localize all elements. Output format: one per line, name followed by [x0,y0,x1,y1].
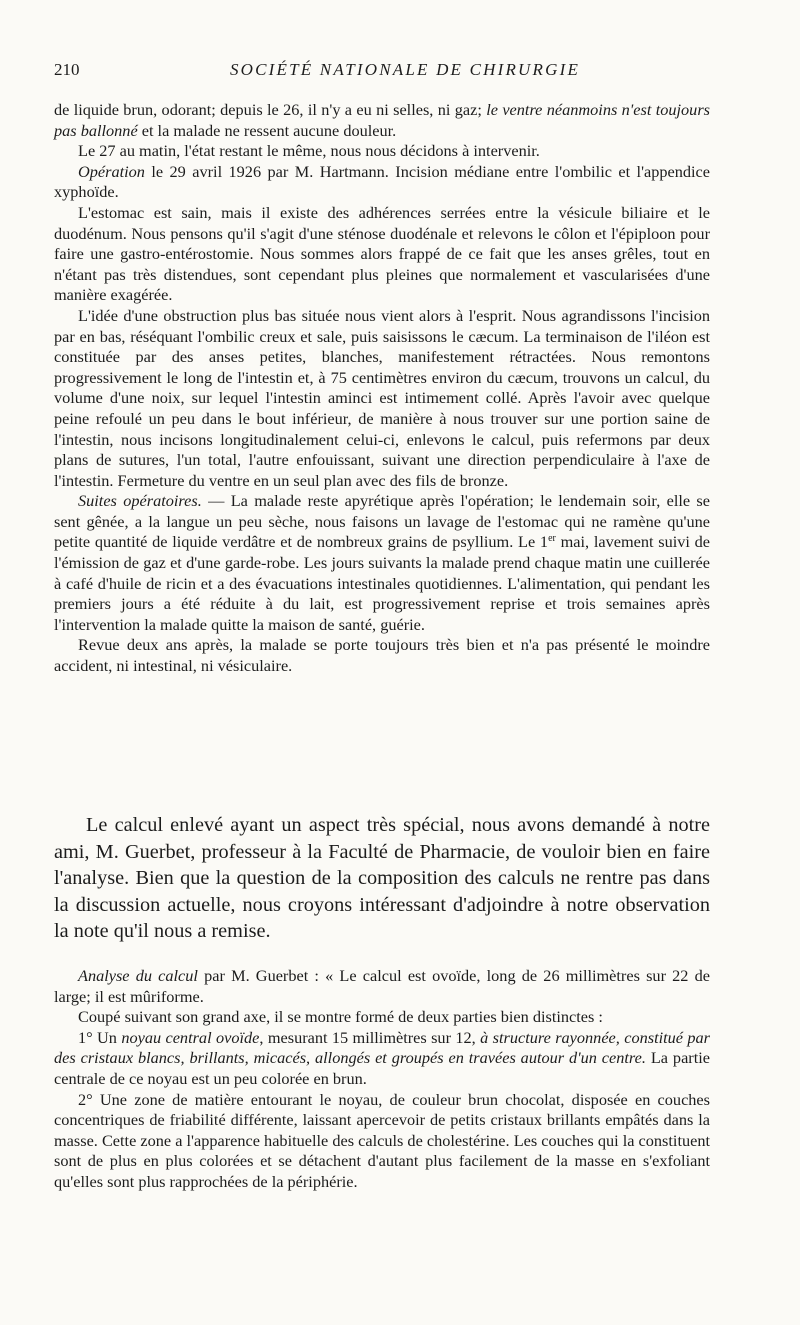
case-report-text [54,100,710,677]
analysis-introduction [54,812,710,945]
paragraph-symptoms: de liquide brun, odorant; depuis le 26, il n'y a eu ni selles, ni gaz; le ventre néanmoins n'est toujours pas ballonné et la malade ne ressent aucune douleur. [54,100,710,140]
paragraph-decision: Le 27 au matin, l'état restant le même, nous nous décidons à intervenir. [78,141,540,161]
paragraph-outer-zone: 2° Une zone de matière entourant le noyau, de couleur brun chocolat, disposée en couches concentriques de friabilité différente, laissant apercevoir de petits cristaux brillants empâtés dans la masse. Cette zone a l'apparence habituelle des calculs de cholestérine. Les couches qui la constituent sont de plus en plus colorées et se détachent d'autant plus facilement de la masse en s'exfoliant qu'elles sont plus rapprochées de la périphérie. [54,1089,710,1191]
paragraph-operation: Opération le 29 avril 1926 par M. Hartmann. Incision médiane entre l'ombilic et l'appendice xyphoïde. [54,161,710,202]
running-title: SOCIÉTÉ NATIONALE DE CHIRURGIE [229,60,581,79]
paragraph-central-nucleus: 1° Un noyau central ovoïde, mesurant 15 millimètres sur 12, à structure rayonnée, constitué par des cristaux blancs, brillants, micacés, allongés et groupés en travées autour d'un centre. La partie centrale de ce noyau est un peu colorée en brun. [54,1027,710,1088]
paragraph-section: Coupé suivant son grand axe, il se montre formé de deux parties bien distinctes : [78,1007,603,1027]
paragraph-postoperative: Suites opératoires. — La malade reste apyrétique après l'opération; le lendemain soir, elle se sent gênée, a la langue un peu sèche, nous faisons un lavage de l'estomac qui ne ramène qu'une petite quantité de liquide verdâtre et de nombreux grains de psyllium. Le 1er mai, lavement suivi de l'émission de gaz et d'une garde-robe. Les jours suivants la malade prend chaque matin une cuillerée à café d'huile de ricin et a des évacuations intestinales quotidiennes. L'alimentation, qui pendant les premiers jours a été réduite à du lait, est progressivement reprise et trois semaines après l'intervention la malade quitte la maison de santé, guérie. [54,491,711,634]
page-header [54,60,746,84]
paragraph-findings: L'estomac est sain, mais il existe des adhérences serrées entre la vésicule biliaire et le duodénum. Nous pensons qu'il s'agit d'une sténose duodénale et relevons le côlon et l'épiploon pour faire une gastro-entérostomie. Nous sommes alors frappé de ce fait que les anses grêles, tout en n'étant pas très distendues, sont cependant plus pleines que normalement et vascularisées d'une manière exagérée. [54,202,710,305]
paragraph-follow-up: Revue deux ans après, la malade se porte toujours très bien et n'a pas présenté le moindre accident, ni intestinal, ni vésiculaire. [54,635,710,676]
page-number: 210 [54,60,80,79]
paragraph-analysis-intro: Analyse du calcul par M. Guerbet : « Le calcul est ovoïde, long de 26 millimètres sur 22 de large; il est mûriforme. [54,966,710,1006]
calculus-analysis [54,966,710,1193]
paragraph-note: Le calcul enlevé ayant un aspect très spécial, nous avons demandé à notre ami, M. Guerbet, professeur à la Faculté de Pharmacie, de vouloir bien en faire l'analyse. Bien que la question de la composition des calculs ne rentre pas dans la discussion actuelle, nous croyons intéressant d'adjoindre à notre observation la note qu'il nous a remise. [54,814,710,943]
paragraph-procedure: L'idée d'une obstruction plus bas située nous vient alors à l'esprit. Nous agrandissons l'incision par en bas, réséquant l'ombilic creux et sale, puis saisissons le cæcum. La terminaison de l'iléon est constituée par des anses petites, blanches, manifestement rétractées. Nous remontons progressivement le long de l'intestin et, à 75 centimètres environ du cæcum, trouvons un calcul, du volume d'une noix, sur lequel l'intestin aminci est intimement collé. Après l'avoir avec quelque peine refoulé un peu dans le bout inférieur, de manière à nous trouver sur une portion saine de l'intestin, nous incisons longitudinalement celui-ci, enlevons le calcul, puis refermons par deux plans de sutures, l'un total, l'autre enfouissant, suivant une direction perpendiculaire à l'axe de l'intestin. Fermeture du ventre en un seul plan avec des fils de bronze. [54,305,710,490]
